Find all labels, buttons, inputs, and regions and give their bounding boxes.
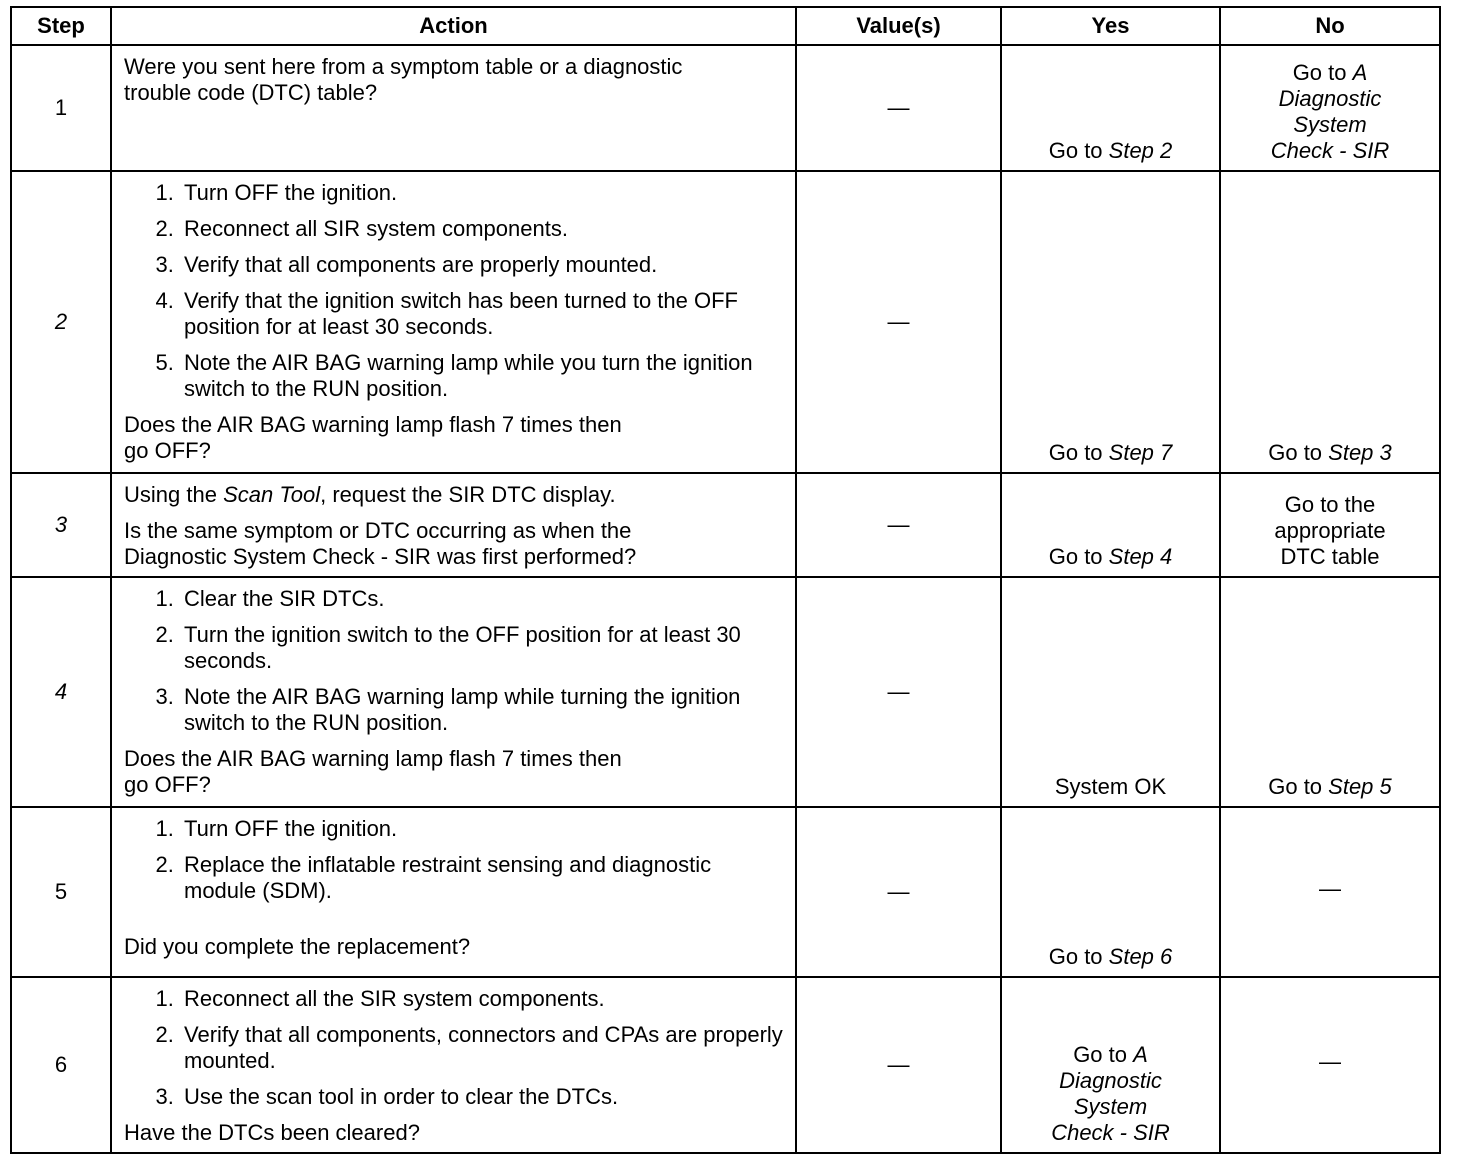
- yes-cell: [1001, 45, 1220, 171]
- scan-tool-term: Scan Tool: [223, 482, 321, 507]
- step-number: 4: [11, 577, 111, 807]
- no-cell: [1220, 473, 1440, 577]
- list-item: 1. Turn OFF the ignition.: [180, 816, 785, 842]
- list-item: 1. Clear the SIR DTCs.: [180, 586, 785, 612]
- instruction-prefix: Using the: [124, 482, 224, 507]
- list-item: 1. Reconnect all the SIR system components.: [180, 986, 785, 1012]
- value-cell: —: [796, 577, 1001, 807]
- value-cell: —: [796, 807, 1001, 977]
- list-item: 2. Reconnect all SIR system components.: [180, 216, 785, 242]
- list-item: 4. Verify that the ignition switch has been turned to the OFF position for at least 30 seconds.: [180, 288, 785, 340]
- action-question: Did you complete the replacement?: [124, 934, 471, 959]
- no-step-ref: A Diagnostic System Check - SIR: [1270, 60, 1390, 163]
- yes-step-ref: Step 2: [1108, 138, 1173, 163]
- no-cell: [1220, 171, 1440, 473]
- no-step-ref: Step 5: [1328, 774, 1392, 799]
- action-steps-list: [124, 986, 785, 1110]
- list-item: 1. Turn OFF the ignition.: [180, 180, 785, 206]
- yes-prefix: Go to: [1048, 138, 1109, 163]
- no-cell: —: [1220, 807, 1440, 977]
- yes-step-ref: Step 6: [1108, 944, 1173, 969]
- header-no: No: [1220, 7, 1440, 45]
- action-cell: [111, 807, 796, 977]
- table-row-step-2: [11, 171, 1440, 473]
- yes-prefix: Go to: [1048, 544, 1109, 569]
- action-question: Were you sent here from a symptom table or a diagnostic trouble code (DTC) table?: [124, 54, 683, 105]
- action-steps-list: [124, 586, 785, 736]
- yes-step-ref: Step 4: [1108, 544, 1173, 569]
- table-row-step-4: [11, 577, 1440, 807]
- yes-step-ref: Step 7: [1108, 440, 1173, 465]
- yes-cell: [1001, 171, 1220, 473]
- action-instruction: [124, 482, 785, 508]
- action-cell: [111, 45, 796, 171]
- step-number: 2: [11, 171, 111, 473]
- action-question: Does the AIR BAG warning lamp flash 7 times then go OFF?: [124, 746, 622, 797]
- header-values: Value(s): [796, 7, 1001, 45]
- yes-cell: [1001, 577, 1220, 807]
- step-number: 1: [11, 45, 111, 171]
- action-cell: [111, 977, 796, 1153]
- no-prefix: Go to: [1268, 440, 1329, 465]
- list-item: 5. Note the AIR BAG warning lamp while you turn the ignition switch to the RUN position.: [180, 350, 785, 402]
- action-steps-list: [124, 816, 785, 904]
- list-item: 2. Turn the ignition switch to the OFF position for at least 30 seconds.: [180, 622, 785, 674]
- list-item: 3. Note the AIR BAG warning lamp while turning the ignition switch to the RUN position.: [180, 684, 785, 736]
- no-cell: [1220, 45, 1440, 171]
- header-step: Step: [11, 7, 111, 45]
- yes-cell: [1001, 977, 1220, 1153]
- step-number: 5: [11, 807, 111, 977]
- action-steps-list: [124, 180, 785, 402]
- no-prefix: Go to: [1268, 774, 1329, 799]
- no-cell: [1220, 577, 1440, 807]
- header-row: [11, 7, 1440, 45]
- table-row-step-6: [11, 977, 1440, 1153]
- table-row-step-3: [11, 473, 1440, 577]
- action-cell: [111, 171, 796, 473]
- yes-prefix: Go to: [1048, 944, 1109, 969]
- action-cell: [111, 473, 796, 577]
- list-item: 2. Verify that all components, connectors and CPAs are properly mounted.: [180, 1022, 785, 1074]
- instruction-suffix: , request the SIR DTC display.: [320, 482, 616, 507]
- no-cell: —: [1220, 977, 1440, 1153]
- yes-prefix: Go to: [1048, 440, 1109, 465]
- yes-text: System OK: [1054, 774, 1167, 799]
- value-cell: —: [796, 45, 1001, 171]
- value-cell: —: [796, 473, 1001, 577]
- action-question: Does the AIR BAG warning lamp flash 7 times then go OFF?: [124, 412, 622, 463]
- table-row-step-1: [11, 45, 1440, 171]
- header-yes: Yes: [1001, 7, 1220, 45]
- list-item: 3. Use the scan tool in order to clear the DTCs.: [180, 1084, 785, 1110]
- value-cell: —: [796, 171, 1001, 473]
- yes-prefix: Go to: [1073, 1042, 1134, 1067]
- no-prefix: Go to: [1292, 60, 1353, 85]
- header-action: Action: [111, 7, 796, 45]
- diagnostic-table: [10, 6, 1441, 1154]
- list-item: 3. Verify that all components are properly mounted.: [180, 252, 785, 278]
- yes-cell: [1001, 807, 1220, 977]
- yes-cell: [1001, 473, 1220, 577]
- action-question: Is the same symptom or DTC occurring as when the Diagnostic System Check - SIR was first performed?: [124, 518, 637, 569]
- list-item: 2. Replace the inflatable restraint sensing and diagnostic module (SDM).: [180, 852, 785, 904]
- value-cell: —: [796, 977, 1001, 1153]
- action-cell: [111, 577, 796, 807]
- step-number: 3: [11, 473, 111, 577]
- yes-step-ref: A Diagnostic System Check - SIR: [1051, 1042, 1170, 1145]
- no-text: Go to the appropriate DTC table: [1274, 492, 1386, 569]
- step-number: 6: [11, 977, 111, 1153]
- no-step-ref: Step 3: [1328, 440, 1392, 465]
- action-question: Have the DTCs been cleared?: [124, 1120, 420, 1145]
- table-row-step-5: [11, 807, 1440, 977]
